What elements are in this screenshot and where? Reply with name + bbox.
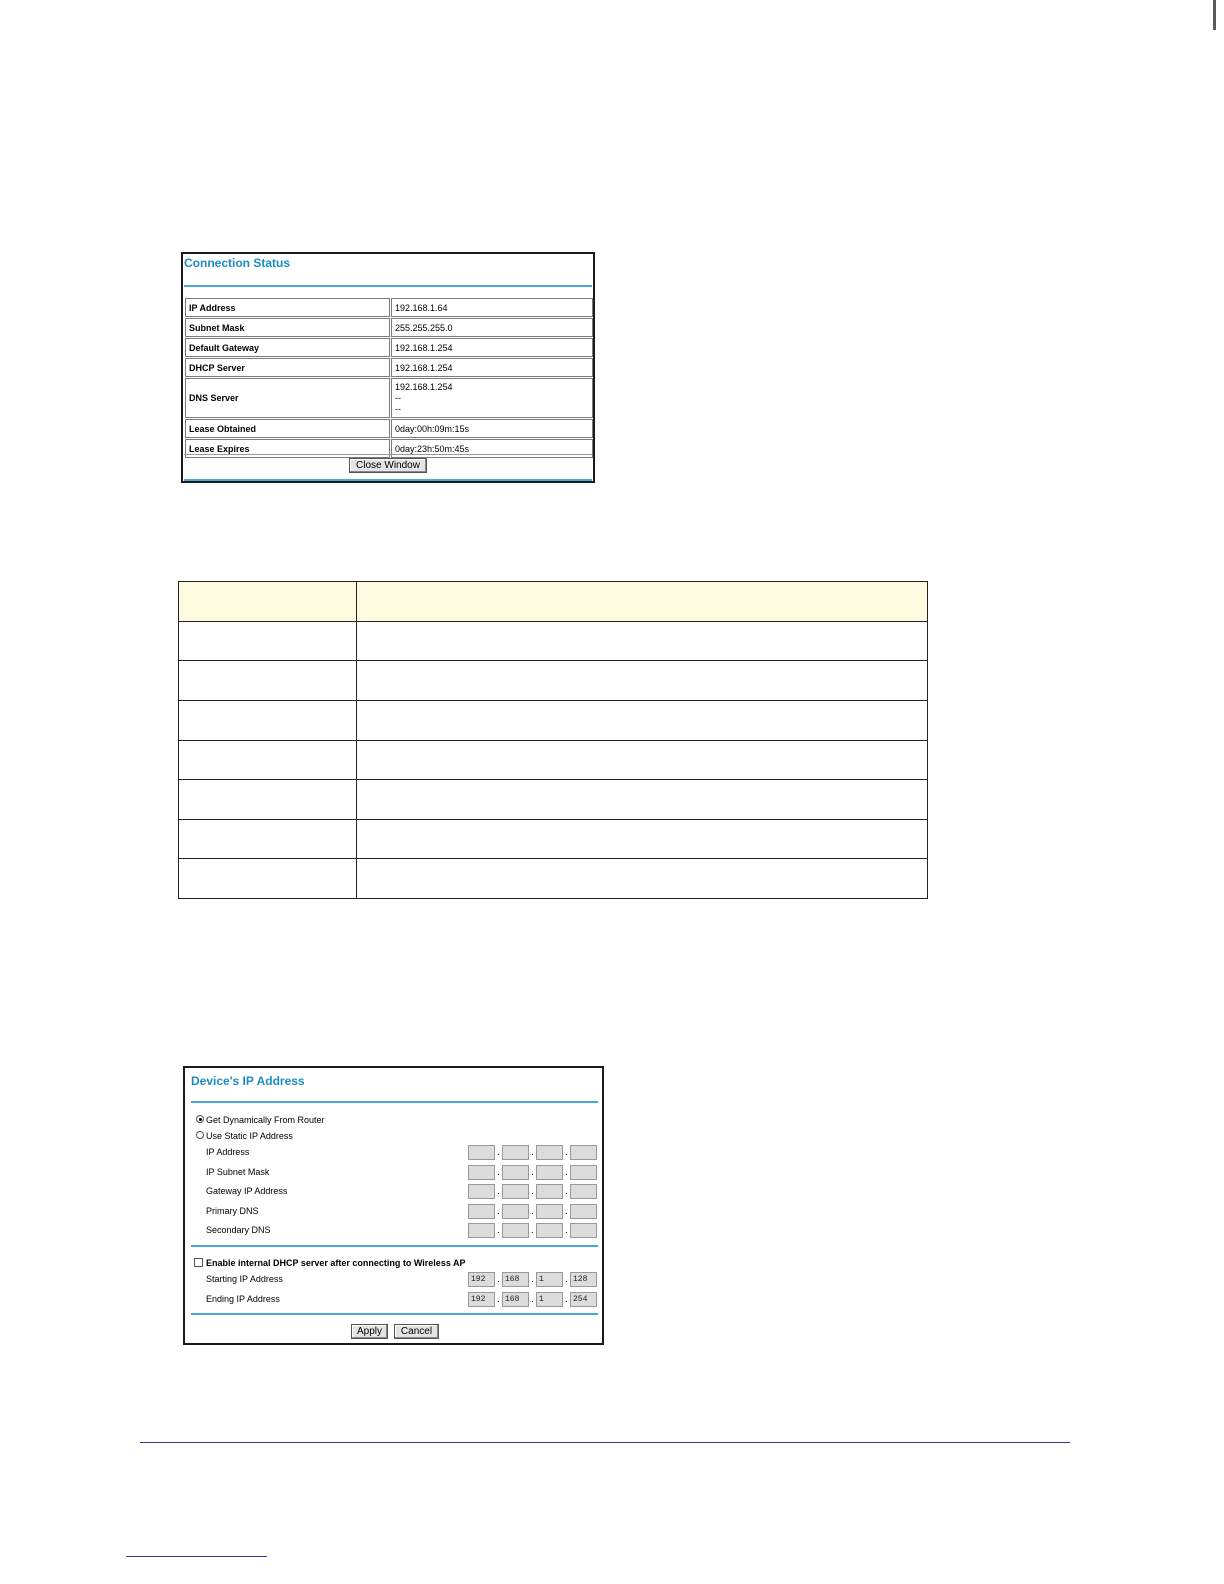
- ip-octet-input[interactable]: 1: [536, 1292, 563, 1307]
- table-cell: [179, 859, 357, 899]
- ip-octet-group: [468, 1145, 600, 1162]
- ip-octet-input[interactable]: 192: [468, 1272, 495, 1287]
- status-row: [185, 358, 593, 377]
- status-value: 192.168.1.254: [391, 338, 593, 357]
- ip-octet-group: [468, 1165, 600, 1182]
- ip-field-label: IP Address: [206, 1147, 250, 1157]
- octet-separator: .: [531, 1166, 534, 1178]
- ip-octet-input[interactable]: [536, 1165, 563, 1180]
- ip-octet-input[interactable]: [570, 1223, 597, 1238]
- octet-separator: .: [531, 1274, 534, 1285]
- octet-separator: .: [565, 1186, 568, 1197]
- table-cell: [179, 621, 357, 661]
- table-cell: [179, 661, 357, 701]
- connection-status-panel: [181, 252, 595, 483]
- page-edge-mark: [1213, 0, 1216, 30]
- radio-dynamic[interactable]: [196, 1115, 204, 1123]
- ip-field-row: [185, 1272, 602, 1289]
- dhcp-checkbox-row[interactable]: [185, 1256, 602, 1273]
- table-row: [179, 819, 928, 859]
- ip-octet-input[interactable]: 168: [502, 1292, 529, 1307]
- ip-field-row: [185, 1223, 602, 1240]
- footer-rule: [140, 1442, 1070, 1443]
- table-row: [179, 661, 928, 701]
- octet-separator: .: [531, 1293, 534, 1305]
- ip-octet-input[interactable]: [570, 1204, 597, 1219]
- dns-tertiary: --: [395, 403, 401, 414]
- octet-separator: .: [531, 1225, 534, 1236]
- ip-octet-input[interactable]: 192: [468, 1292, 495, 1307]
- status-value: 0day:23h:50m:45s: [391, 439, 593, 458]
- octet-separator: .: [565, 1274, 568, 1285]
- table-row: [179, 621, 928, 661]
- octet-separator: .: [531, 1147, 534, 1158]
- table-row: [179, 700, 928, 740]
- octet-separator: .: [565, 1225, 568, 1236]
- ip-field-label: Primary DNS: [206, 1205, 259, 1216]
- section-divider: [191, 1245, 598, 1247]
- ip-octet-input[interactable]: [570, 1145, 597, 1160]
- table-cell: [357, 700, 928, 740]
- ip-octet-input[interactable]: [468, 1145, 495, 1160]
- table-cell: [179, 740, 357, 780]
- device-ip-panel: [183, 1066, 604, 1345]
- status-label: Lease Expires: [185, 439, 390, 458]
- radio-dynamic-label: Get Dynamically From Router: [206, 1115, 325, 1125]
- table-cell: [179, 819, 357, 859]
- octet-separator: .: [565, 1147, 568, 1158]
- dhcp-checkbox[interactable]: [194, 1258, 203, 1267]
- status-value-multiline: [391, 378, 593, 418]
- ip-octet-input[interactable]: 254: [570, 1292, 597, 1307]
- octet-separator: .: [565, 1293, 568, 1305]
- octet-separator: .: [497, 1205, 500, 1217]
- status-row: [185, 378, 593, 418]
- octet-separator: .: [565, 1166, 568, 1178]
- table-cell: [357, 859, 928, 899]
- ip-octet-group: [468, 1292, 600, 1309]
- octet-separator: .: [497, 1225, 500, 1236]
- ip-field-label: IP Subnet Mask: [206, 1166, 270, 1177]
- table-cell: [357, 740, 928, 780]
- dns-primary: 192.168.1.254: [395, 381, 453, 392]
- footer-divider: [191, 1313, 598, 1315]
- octet-separator: .: [565, 1205, 568, 1217]
- status-row: [185, 419, 593, 438]
- table-cell: [357, 661, 928, 701]
- title-divider: [184, 285, 592, 287]
- header-cell: [357, 582, 928, 622]
- ip-field-row: [185, 1145, 602, 1162]
- close-window-button[interactable]: Close Window: [349, 458, 427, 473]
- ip-field-row: [185, 1165, 602, 1182]
- connection-status-table: [184, 297, 594, 459]
- radio-static[interactable]: [196, 1131, 204, 1139]
- ip-octet-input[interactable]: 1: [536, 1272, 563, 1287]
- ip-octet-input[interactable]: 168: [502, 1272, 529, 1287]
- ip-octet-group: [468, 1223, 600, 1240]
- radio-static-label: Use Static IP Address: [206, 1131, 293, 1141]
- radio-dynamic-row[interactable]: [185, 1113, 602, 1130]
- table-cell: [357, 621, 928, 661]
- status-value: 255.255.255.0: [391, 318, 593, 337]
- header-cell: [179, 582, 357, 622]
- apply-button[interactable]: Apply: [351, 1324, 388, 1339]
- status-row: [185, 298, 593, 317]
- dns-secondary: --: [395, 392, 401, 403]
- ip-field-label: Starting IP Address: [206, 1274, 283, 1284]
- status-label: Subnet Mask: [185, 318, 390, 337]
- ip-field-row: [185, 1292, 602, 1309]
- status-row: [185, 318, 593, 337]
- connection-status-title: Connection Status: [184, 256, 291, 270]
- ip-field-row: [185, 1204, 602, 1221]
- status-value: 192.168.1.64: [391, 298, 593, 317]
- ip-octet-input[interactable]: [502, 1204, 529, 1219]
- table-cell: [179, 700, 357, 740]
- status-label: Lease Obtained: [185, 419, 390, 438]
- status-row: [185, 439, 593, 458]
- status-label: DNS Server: [185, 378, 390, 418]
- ip-octet-input[interactable]: 128: [570, 1272, 597, 1287]
- ip-octet-input[interactable]: [502, 1165, 529, 1180]
- ip-field-label: Ending IP Address: [206, 1293, 280, 1304]
- octet-separator: .: [497, 1274, 500, 1285]
- ip-octet-input[interactable]: [468, 1223, 495, 1238]
- table-row: [179, 859, 928, 899]
- title-divider: [191, 1101, 598, 1103]
- table-row: [179, 780, 928, 820]
- octet-separator: .: [497, 1293, 500, 1305]
- table-cell: [357, 780, 928, 820]
- status-label: IP Address: [185, 298, 390, 317]
- ip-octet-input[interactable]: [468, 1184, 495, 1199]
- device-ip-title: Device's IP Address: [191, 1074, 305, 1088]
- footer-link-underline: [126, 1556, 267, 1557]
- ip-octet-input[interactable]: [502, 1184, 529, 1199]
- radio-static-row[interactable]: [185, 1129, 602, 1146]
- table-cell: [179, 780, 357, 820]
- ip-octet-input[interactable]: [468, 1165, 495, 1180]
- ip-octet-input[interactable]: [502, 1145, 529, 1160]
- table-row: [179, 740, 928, 780]
- dhcp-checkbox-label: Enable internal DHCP server after connecting to Wireless AP: [206, 1258, 466, 1268]
- octet-separator: .: [531, 1205, 534, 1217]
- table-cell: [357, 819, 928, 859]
- status-value: 192.168.1.254: [391, 358, 593, 377]
- table-header-row: [179, 582, 928, 622]
- ip-octet-input[interactable]: [570, 1184, 597, 1199]
- ip-octet-input[interactable]: [536, 1223, 563, 1238]
- ip-field-label: Secondary DNS: [206, 1225, 271, 1235]
- octet-separator: .: [497, 1166, 500, 1178]
- ip-octet-group: [468, 1272, 600, 1289]
- ip-field-row: [185, 1184, 602, 1201]
- ip-octet-group: [468, 1204, 600, 1221]
- ip-octet-input[interactable]: [468, 1204, 495, 1219]
- status-row: [185, 338, 593, 357]
- octet-separator: .: [497, 1186, 500, 1197]
- status-label: DHCP Server: [185, 358, 390, 377]
- status-value: 0day:00h:09m:15s: [391, 419, 593, 438]
- ip-field-label: Gateway IP Address: [206, 1186, 288, 1196]
- octet-separator: .: [497, 1147, 500, 1158]
- bottom-divider: [184, 479, 592, 481]
- ip-octet-group: [468, 1184, 600, 1201]
- ip-octet-input[interactable]: [502, 1223, 529, 1238]
- ip-octet-input[interactable]: [536, 1145, 563, 1160]
- ip-octet-input[interactable]: [536, 1204, 563, 1219]
- status-label: Default Gateway: [185, 338, 390, 357]
- footer-divider: [184, 454, 592, 455]
- cancel-button[interactable]: Cancel: [394, 1324, 439, 1339]
- document-table: [178, 581, 928, 899]
- ip-octet-input[interactable]: [536, 1184, 563, 1199]
- ip-octet-input[interactable]: [570, 1165, 597, 1180]
- octet-separator: .: [531, 1186, 534, 1197]
